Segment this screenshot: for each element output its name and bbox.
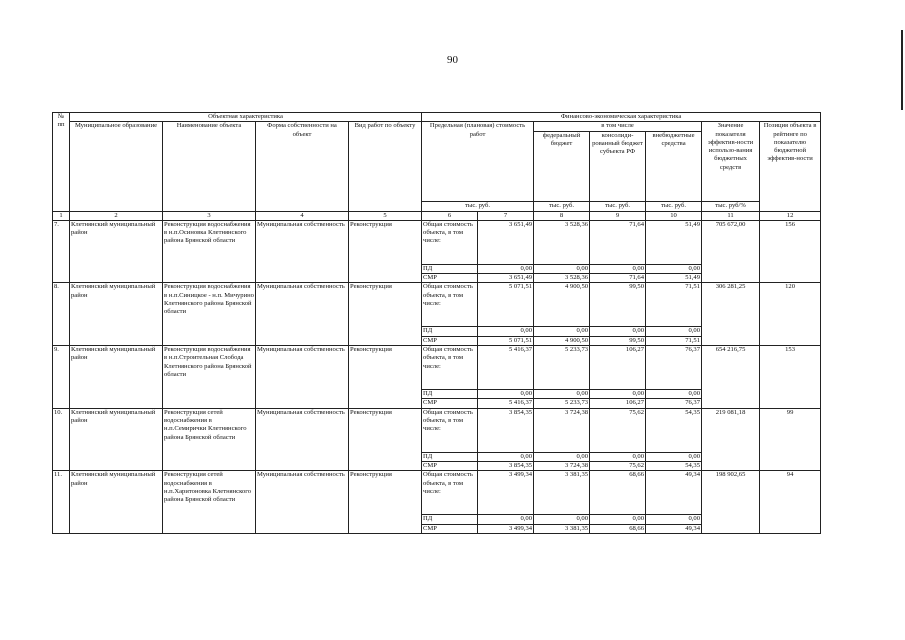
row-pd-consolidated: 0,00 [590, 452, 646, 461]
row-efficiency: 219 081,18 [702, 408, 760, 471]
row-total-label: Общая стоимость объекта, в том числе: [422, 471, 478, 515]
row-smr-federal: 3 724,38 [534, 461, 590, 470]
header-rating: Позиция объекта в рейтинге по показателю бюджетной эффектив-ности [760, 122, 821, 211]
row-object-name: Реконструкция сетей водоснабжения в н.п.Харитоновка Клетнянского района Брянской области [163, 471, 256, 534]
row-pd-label: ПД [422, 452, 478, 461]
header-federal: федеральный бюджет [534, 131, 590, 201]
row-pd-federal: 0,00 [534, 264, 590, 273]
row-smr-cost: 3 499,34 [478, 524, 534, 533]
row-total-label: Общая стоимость объекта, в том числе: [422, 346, 478, 390]
header-work-type: Вид работ по объекту [349, 122, 422, 211]
row-smr-extrabudget: 54,35 [646, 461, 702, 470]
unit-consolidated: тыс. руб. [590, 201, 646, 211]
header-including: в том числе [534, 122, 702, 131]
table-row [53, 283, 821, 327]
row-rating: 153 [760, 346, 821, 409]
row-rating: 156 [760, 220, 821, 283]
column-number: 1 [53, 211, 70, 220]
row-total-label: Общая стоимость объекта, в том числе: [422, 408, 478, 452]
row-total-extrabudget: 49,34 [646, 471, 702, 515]
header-finance-group: Финансово-экономическая характеристика [422, 113, 821, 122]
investment-objects-table [52, 112, 821, 534]
unit-federal: тыс. руб. [534, 201, 590, 211]
row-pd-consolidated: 0,00 [590, 264, 646, 273]
row-smr-extrabudget: 49,34 [646, 524, 702, 533]
page-number: 90 [447, 54, 458, 66]
header-row-groups [53, 113, 821, 122]
row-smr-consolidated: 75,62 [590, 461, 646, 470]
unit-extrabudget: тыс. руб. [646, 201, 702, 211]
row-number: 11. [53, 471, 70, 534]
header-max-cost: Предельная (плановая) стоимость работ [422, 122, 534, 201]
column-numbers-row [53, 211, 821, 220]
row-efficiency: 198 902,65 [702, 471, 760, 534]
column-number: 7 [478, 211, 534, 220]
row-ownership: Муниципальная собственность [256, 283, 349, 346]
row-smr-label: СМР [422, 524, 478, 533]
row-pd-label: ПД [422, 264, 478, 273]
row-pd-extrabudget: 0,00 [646, 390, 702, 399]
row-total-label: Общая стоимость объекта, в том числе: [422, 283, 478, 327]
row-ownership: Муниципальная собственность [256, 346, 349, 409]
row-total-federal: 4 900,50 [534, 283, 590, 327]
row-municipality: Клетнянский муниципальный район [70, 471, 163, 534]
row-smr-cost: 3 854,35 [478, 461, 534, 470]
unit-cost: тыс. руб. [422, 201, 534, 211]
row-smr-consolidated: 106,27 [590, 399, 646, 408]
row-smr-cost: 5 071,51 [478, 336, 534, 345]
row-rating: 99 [760, 408, 821, 471]
row-total-cost: 5 416,37 [478, 346, 534, 390]
row-pd-federal: 0,00 [534, 452, 590, 461]
row-number: 8. [53, 283, 70, 346]
row-total-cost: 3 854,35 [478, 408, 534, 452]
row-pd-cost: 0,00 [478, 515, 534, 524]
row-total-consolidated: 68,66 [590, 471, 646, 515]
table-row [53, 220, 821, 264]
column-number: 3 [163, 211, 256, 220]
row-total-consolidated: 99,50 [590, 283, 646, 327]
row-rating: 94 [760, 471, 821, 534]
header-object-group: Объектная характеристика [70, 113, 422, 122]
row-smr-consolidated: 99,50 [590, 336, 646, 345]
row-total-extrabudget: 76,37 [646, 346, 702, 390]
header-ownership: Форма собственности на объект [256, 122, 349, 211]
row-smr-label: СМР [422, 461, 478, 470]
row-municipality: Клетнянский муниципальный район [70, 283, 163, 346]
row-object-name: Реконструкция водоснабжения в н.п.Осиновка Клетнянского района Брянской области [163, 220, 256, 283]
row-work-type: Реконструкция [349, 283, 422, 346]
column-number: 4 [256, 211, 349, 220]
row-pd-extrabudget: 0,00 [646, 327, 702, 336]
row-number: 9. [53, 346, 70, 409]
unit-efficiency: тыс. руб/% [702, 201, 760, 211]
header-object-name: Наименование объекта [163, 122, 256, 211]
row-municipality: Клетнянский муниципальный район [70, 346, 163, 409]
row-pd-cost: 0,00 [478, 327, 534, 336]
row-object-name: Реконструкция водоснабжения в н.п.Синицкое - н.п. Мичурино Клетнянского района Брянской области [163, 283, 256, 346]
column-number: 5 [349, 211, 422, 220]
column-number: 2 [70, 211, 163, 220]
row-pd-label: ПД [422, 515, 478, 524]
row-pd-federal: 0,00 [534, 390, 590, 399]
row-total-federal: 3 724,38 [534, 408, 590, 452]
table-row [53, 471, 821, 515]
row-smr-extrabudget: 76,37 [646, 399, 702, 408]
row-efficiency: 654 216,75 [702, 346, 760, 409]
row-total-consolidated: 75,62 [590, 408, 646, 452]
row-work-type: Реконструкция [349, 408, 422, 471]
row-pd-extrabudget: 0,00 [646, 515, 702, 524]
row-pd-federal: 0,00 [534, 515, 590, 524]
row-work-type: Реконструкция [349, 346, 422, 409]
row-pd-consolidated: 0,00 [590, 515, 646, 524]
row-smr-federal: 3 381,35 [534, 524, 590, 533]
row-number: 7. [53, 220, 70, 283]
row-smr-federal: 3 528,36 [534, 274, 590, 283]
header-municipality: Муниципальное образование [70, 122, 163, 211]
row-smr-label: СМР [422, 336, 478, 345]
column-number: 6 [422, 211, 478, 220]
row-total-extrabudget: 51,49 [646, 220, 702, 264]
row-smr-consolidated: 68,66 [590, 524, 646, 533]
row-smr-federal: 5 233,73 [534, 399, 590, 408]
row-smr-extrabudget: 51,49 [646, 274, 702, 283]
row-smr-label: СМР [422, 399, 478, 408]
header-efficiency: Значение показателя эффектив-ности использо-вания бюджетных средств [702, 122, 760, 201]
row-pd-label: ПД [422, 327, 478, 336]
row-object-name: Реконструкция сетей водоснабжения в н.п.Семирички Клетнянского района Брянской области [163, 408, 256, 471]
row-total-consolidated: 106,27 [590, 346, 646, 390]
header-no: № пп [53, 113, 70, 212]
scan-edge-mark [901, 30, 903, 110]
column-number: 8 [534, 211, 590, 220]
row-pd-federal: 0,00 [534, 327, 590, 336]
row-pd-consolidated: 0,00 [590, 327, 646, 336]
table-row [53, 346, 821, 390]
row-pd-consolidated: 0,00 [590, 390, 646, 399]
row-total-cost: 5 071,51 [478, 283, 534, 327]
row-pd-extrabudget: 0,00 [646, 452, 702, 461]
header-extrabudget: внебюджетные средства [646, 131, 702, 201]
row-pd-label: ПД [422, 390, 478, 399]
row-pd-extrabudget: 0,00 [646, 264, 702, 273]
row-efficiency: 705 672,00 [702, 220, 760, 283]
row-smr-federal: 4 900,50 [534, 336, 590, 345]
header-row-columns-1 [53, 122, 821, 131]
table-row [53, 408, 821, 452]
row-rating: 120 [760, 283, 821, 346]
row-total-federal: 5 233,73 [534, 346, 590, 390]
row-work-type: Реконструкция [349, 471, 422, 534]
row-work-type: Реконструкция [349, 220, 422, 283]
row-number: 10. [53, 408, 70, 471]
row-smr-consolidated: 71,64 [590, 274, 646, 283]
row-total-cost: 3 499,34 [478, 471, 534, 515]
row-total-extrabudget: 71,51 [646, 283, 702, 327]
row-pd-cost: 0,00 [478, 452, 534, 461]
row-object-name: Реконструкция водоснабжения в н.п.Строительная Слобода Клетнянского района Брянской области [163, 346, 256, 409]
row-ownership: Муниципальная собственность [256, 220, 349, 283]
row-total-consolidated: 71,64 [590, 220, 646, 264]
row-smr-label: СМР [422, 274, 478, 283]
row-total-label: Общая стоимость объекта, в том числе: [422, 220, 478, 264]
row-ownership: Муниципальная собственность [256, 471, 349, 534]
row-municipality: Клетнянский муниципальный район [70, 220, 163, 283]
row-smr-cost: 5 416,37 [478, 399, 534, 408]
row-total-extrabudget: 54,35 [646, 408, 702, 452]
row-smr-extrabudget: 71,51 [646, 336, 702, 345]
row-ownership: Муниципальная собственность [256, 408, 349, 471]
row-total-cost: 3 651,49 [478, 220, 534, 264]
row-municipality: Клетнянский муниципальный район [70, 408, 163, 471]
row-pd-cost: 0,00 [478, 264, 534, 273]
row-smr-cost: 3 651,49 [478, 274, 534, 283]
column-number: 12 [760, 211, 821, 220]
row-total-federal: 3 528,36 [534, 220, 590, 264]
row-efficiency: 306 281,25 [702, 283, 760, 346]
row-total-federal: 3 381,35 [534, 471, 590, 515]
column-number: 11 [702, 211, 760, 220]
column-number: 10 [646, 211, 702, 220]
row-pd-cost: 0,00 [478, 390, 534, 399]
header-consolidated: консолиди-рованный бюджет субъекта РФ [590, 131, 646, 201]
column-number: 9 [590, 211, 646, 220]
